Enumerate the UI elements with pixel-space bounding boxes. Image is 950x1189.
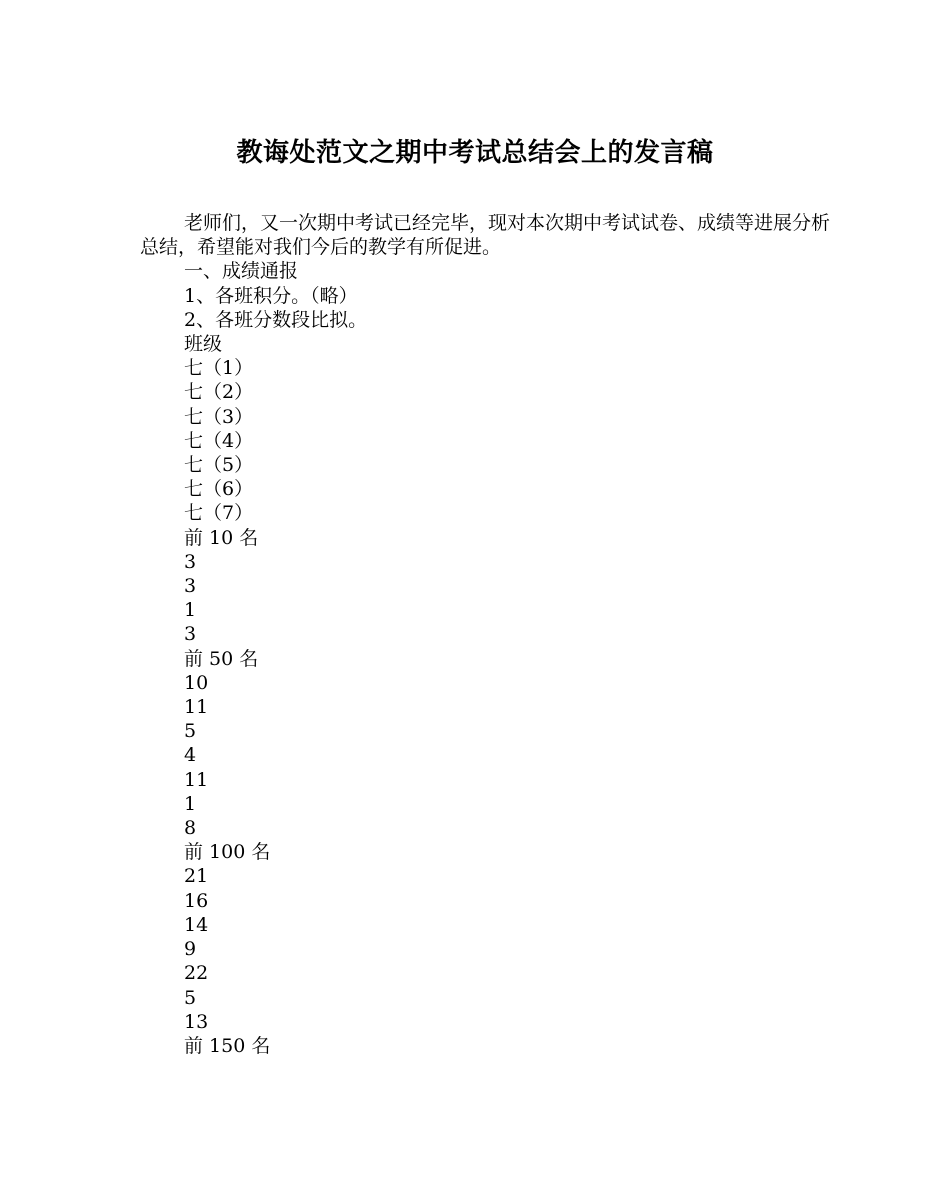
text-line: 1 — [184, 599, 197, 622]
text-line: 5 — [184, 720, 197, 743]
text-line: 3 — [184, 623, 197, 646]
text-line: 七（2） — [184, 381, 254, 404]
text-line: 9 — [184, 938, 197, 961]
text-line: 七（6） — [184, 478, 254, 501]
text-line: 14 — [184, 913, 209, 936]
text-line: 4 — [184, 744, 197, 767]
text-line: 3 — [184, 575, 197, 598]
text-line: 2、各班分数段比拟。 — [184, 308, 368, 331]
text-line: 11 — [184, 696, 209, 719]
text-line: 5 — [184, 986, 197, 1009]
text-line: 前 10 名 — [184, 526, 259, 549]
text-line: 22 — [184, 962, 209, 985]
text-line: 11 — [184, 768, 209, 791]
text-line: 七（4） — [184, 429, 254, 452]
text-line: 前 100 名 — [184, 841, 271, 864]
text-line: 8 — [184, 817, 197, 840]
intro-paragraph: 老师们，又一次期中考试已经完毕，现对本次期中考试试卷、成绩等进展分析总结，希望能对我们今后的教学有所促进。 — [140, 212, 831, 259]
text-line: 前 50 名 — [184, 647, 259, 670]
text-line: 七（3） — [184, 405, 254, 428]
text-line: 七（7） — [184, 502, 254, 525]
text-line: 13 — [184, 1010, 209, 1033]
text-line: 七（1） — [184, 357, 254, 380]
text-line: 3 — [184, 550, 197, 573]
text-line: 16 — [184, 889, 209, 912]
text-line: 一、成绩通报 — [184, 260, 299, 283]
text-line: 七（5） — [184, 454, 254, 477]
document-title: 教诲处范文之期中考试总结会上的发言稿 — [236, 138, 714, 168]
text-line: 前 150 名 — [184, 1034, 271, 1057]
text-line: 1、各班积分。（略） — [184, 284, 358, 307]
text-line: 1 — [184, 792, 197, 815]
content-lines — [140, 259, 830, 1058]
text-line: 10 — [184, 671, 209, 694]
text-line: 班级 — [184, 333, 223, 356]
document-body — [140, 211, 830, 1058]
text-line: 21 — [184, 865, 209, 888]
